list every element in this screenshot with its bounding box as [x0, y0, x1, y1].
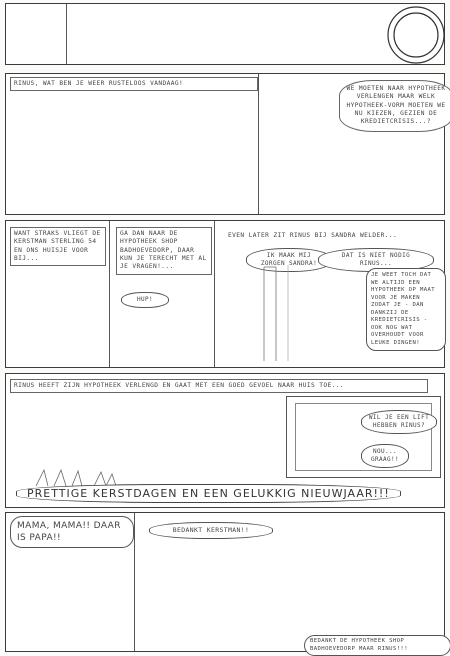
panel-5a-bubble: MAMA, MAMA!! DAAR IS PAPA!!: [10, 516, 134, 548]
panel-row-3: [5, 220, 445, 368]
car-window-frame: [286, 396, 441, 478]
panel-3b-caption: GA DAN NAAR DE HYPOTHEEK SHOP BADHOEVEDORP, DAAR KUN JE TERECHT MET AL JE VRAGEN!...: [116, 227, 212, 275]
panel-2-caption: WE MOETEN NAAR HYPOTHEEK VERLENGEN MAAR WELK HYPOTHEEK-VORM MOETEN WE NU KIEZEN, GEZIEN DE KREDIETCRISIS...?: [339, 80, 450, 132]
panel-3a-caption: WANT STRAKS VLIEGT DE KERSTMAN STERLING 54 EN ONS HUISJE VOOR BIJ...: [10, 227, 106, 266]
panel-3b-bubble: HUP!: [121, 292, 169, 308]
panel-3c-caption: EVEN LATER ZIT RINUS BIJ SANDRA WELDER...: [228, 232, 398, 239]
title-divider: [66, 4, 67, 64]
panel-3c-bubble-1: IK MAAK MIJ ZORGEN SANDRA!: [246, 248, 332, 272]
panel-divider: [258, 74, 259, 214]
title-panel: [5, 3, 445, 65]
panel-4-caption: RINUS HEEFT ZIJN HYPOTHEEK VERLENGD EN GAAT MET EEN GOED GEVOEL NAAR HUIS TOE...: [10, 379, 428, 393]
christmas-banner: PRETTIGE KERSTDAGEN EN EEN GELUKKIG NIEUWJAAR!!!: [16, 484, 401, 503]
panel-3c-bubble-2: DAT IS NIET NODIG RINUS...: [318, 248, 434, 272]
panel-3-divider-2: [214, 221, 215, 367]
panel-3-divider-1: [109, 221, 110, 367]
panel-5-divider: [134, 513, 135, 651]
panel-4-bubble-1: WIL JE EEN LIFT HEBBEN RINUS?: [361, 410, 437, 434]
panel-row-5: [5, 512, 445, 652]
panel-4: [5, 373, 445, 508]
panel-1: [5, 73, 450, 215]
panel-1-caption: RINUS, WAT BEN JE WEER RUSTELOOS VANDAAG!: [10, 77, 258, 91]
title-circle-logo: [6, 4, 446, 66]
panel-5b-bubble: BEDANKT KERSTMAN!!: [149, 522, 273, 539]
panel-3c-bubble-3: JE WEET TOCH DAT WE ALTIJD EEN HYPOTHEEK OP MAAT VOOR JE MAKEN ZODAT JE - DAN DANKZIJ DE KREDIETCRISIS - OOK NOG WAT OVERHOUDT VOOR LEUKE DINGEN!: [366, 268, 446, 351]
panel-4-bubble-2: NOU... GRAAG!!: [361, 444, 409, 468]
panel-5b-caption: BEDANKT DE HYPOTHEEK SHOP BADHOEVEDORP MAAR RINUS!!!: [304, 635, 450, 656]
